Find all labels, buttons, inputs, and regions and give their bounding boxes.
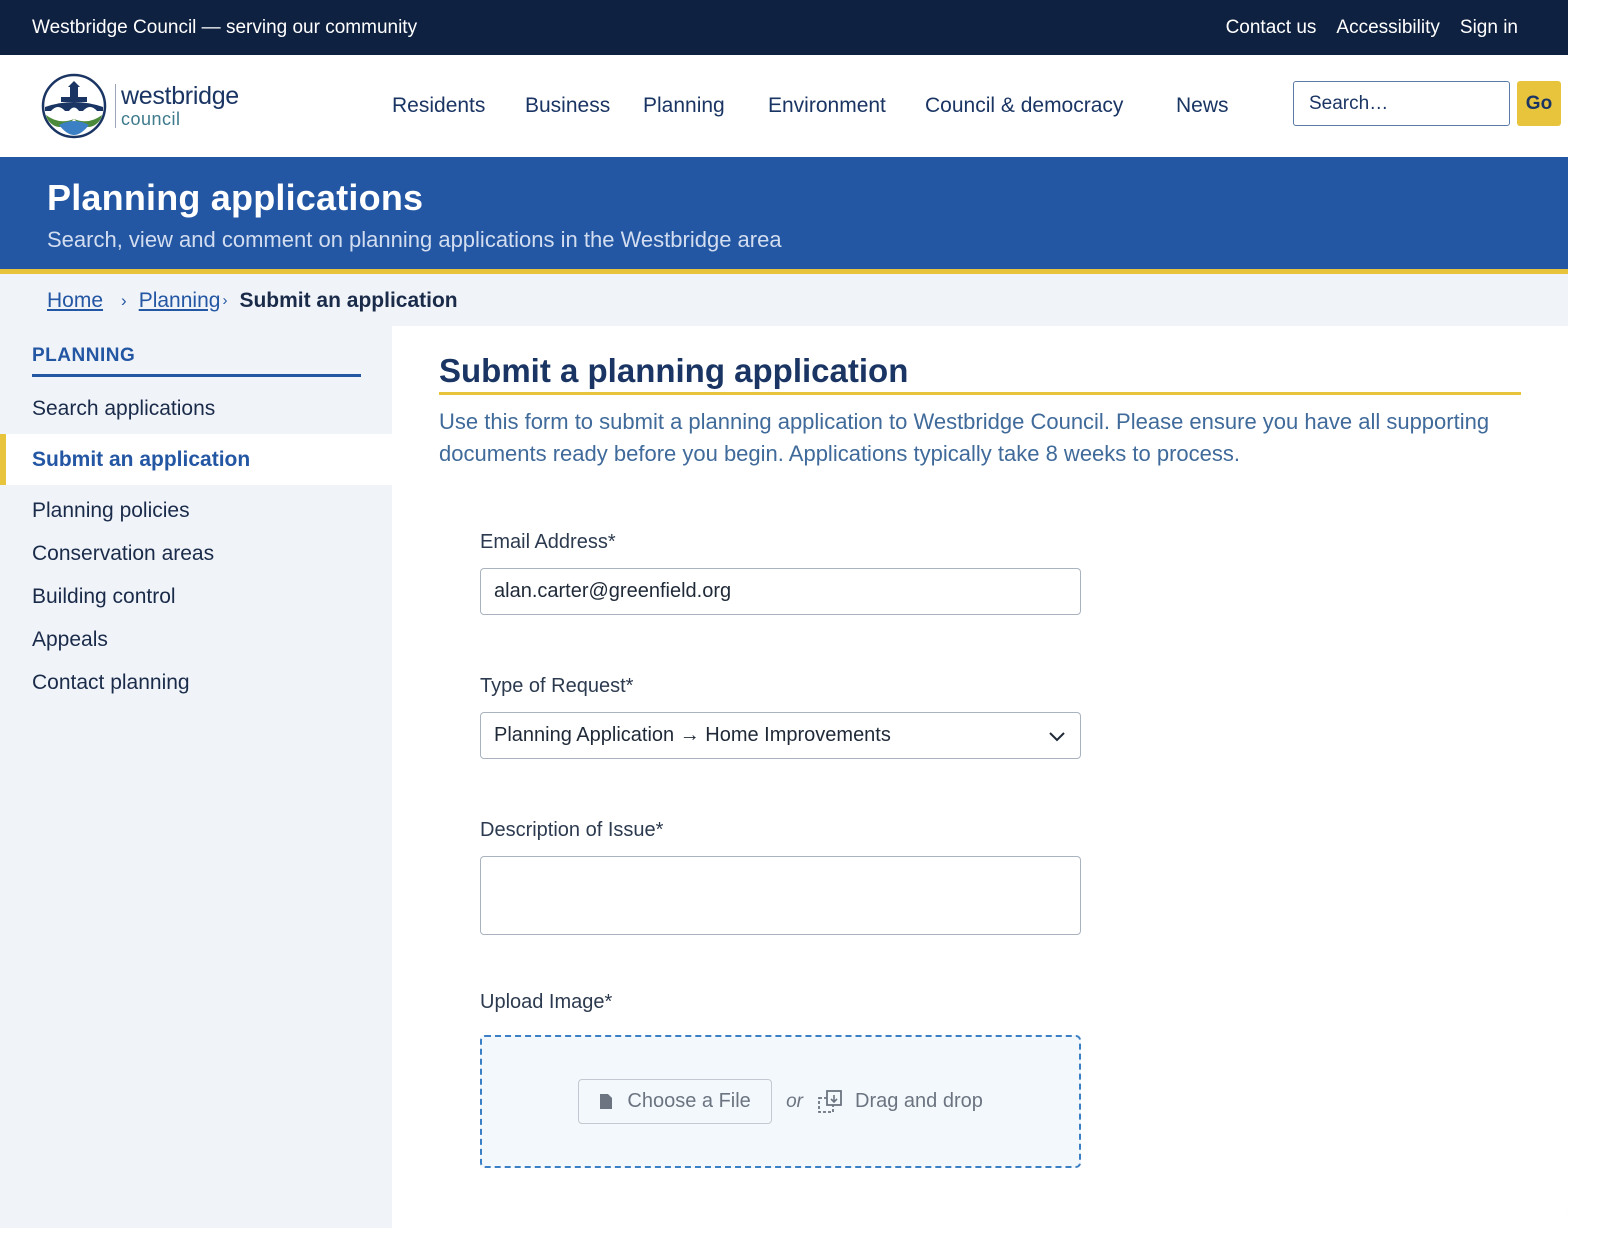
nav-residents[interactable]: Residents: [392, 94, 486, 117]
breadcrumb-separator-icon: ›: [222, 292, 228, 309]
sidebar-item-search-applications[interactable]: Search applications: [32, 397, 216, 420]
upload-label: Upload Image*: [480, 991, 613, 1013]
file-icon: [599, 1093, 613, 1110]
drag-and-drop-area: [817, 1089, 983, 1115]
main-content: [392, 326, 1568, 1228]
nav-news[interactable]: News: [1176, 94, 1229, 117]
title-underline: [439, 392, 1521, 395]
contact-us-link[interactable]: Contact us: [1225, 16, 1317, 38]
page-banner: [0, 157, 1568, 274]
breadcrumb: [0, 274, 1568, 327]
request-type-value: Planning Application → Home Improvements: [494, 724, 891, 746]
sidebar-menu: [0, 387, 392, 704]
sidebar-heading: PLANNING: [32, 345, 361, 377]
description-textarea[interactable]: [480, 856, 1081, 935]
breadcrumb-home[interactable]: Home: [47, 288, 104, 312]
utility-bar: [0, 0, 1568, 55]
email-field[interactable]: [480, 568, 1081, 615]
logo-sub: council: [121, 109, 181, 129]
sidebar-item-contact-planning[interactable]: Contact planning: [32, 671, 190, 694]
accessibility-link[interactable]: Accessibility: [1336, 16, 1440, 38]
sidebar-item-planning-policies[interactable]: Planning policies: [32, 499, 190, 522]
bridge-logo-icon: [41, 73, 107, 139]
email-label: Email Address*: [480, 531, 616, 553]
sidebar-item-submit-application[interactable]: Submit an application: [0, 434, 392, 485]
chevron-down-icon: [1047, 726, 1067, 746]
sign-in-link[interactable]: Sign in: [1459, 16, 1518, 38]
breadcrumb-current: Submit an application: [239, 288, 458, 312]
banner-subtitle: Search, view and comment on planning applications in the Westbridge area: [47, 227, 782, 252]
request-type-select[interactable]: [480, 712, 1081, 759]
council-tagline: Westbridge Council — serving our community: [32, 16, 418, 38]
site-search-input[interactable]: [1293, 81, 1510, 126]
request-type-label: Type of Request*: [480, 675, 634, 697]
nav-planning[interactable]: Planning: [643, 94, 725, 117]
breadcrumb-separator-icon: ›: [121, 290, 127, 310]
nav-council-democracy[interactable]: Council & democracy: [925, 94, 1124, 117]
banner-title: Planning applications: [47, 177, 424, 218]
description-label: Description of Issue*: [480, 819, 664, 841]
search-go-button[interactable]: Go: [1517, 81, 1561, 126]
upload-dropzone[interactable]: [480, 1035, 1081, 1168]
council-logo[interactable]: [41, 73, 371, 139]
drag-drop-icon: [817, 1089, 843, 1115]
choose-file-button[interactable]: [578, 1079, 772, 1124]
nav-environment[interactable]: Environment: [768, 94, 886, 117]
section-sidebar: [0, 326, 392, 1228]
sidebar-item-conservation-areas[interactable]: Conservation areas: [32, 542, 215, 565]
site-header: [0, 55, 1568, 157]
sidebar-item-appeals[interactable]: Appeals: [32, 628, 108, 651]
sidebar-item-building-control[interactable]: Building control: [32, 585, 176, 608]
breadcrumb-planning[interactable]: Planning: [138, 288, 221, 312]
utility-links: [1226, 17, 1518, 39]
logo-wordmark: [115, 84, 239, 128]
drag-drop-label: Drag and drop: [855, 1090, 983, 1112]
upload-or-text: or: [786, 1090, 804, 1112]
intro-text: Use this form to submit a planning application to Westbridge Council. Please ensure you have all supporting documents ready before you begin. Applications typically take 8 weeks to process.: [439, 409, 1490, 466]
logo-word: westbridge: [121, 82, 239, 110]
page-title: Submit a planning application: [439, 352, 909, 389]
nav-business[interactable]: Business: [525, 94, 611, 117]
choose-file-label: Choose a File: [627, 1090, 751, 1112]
